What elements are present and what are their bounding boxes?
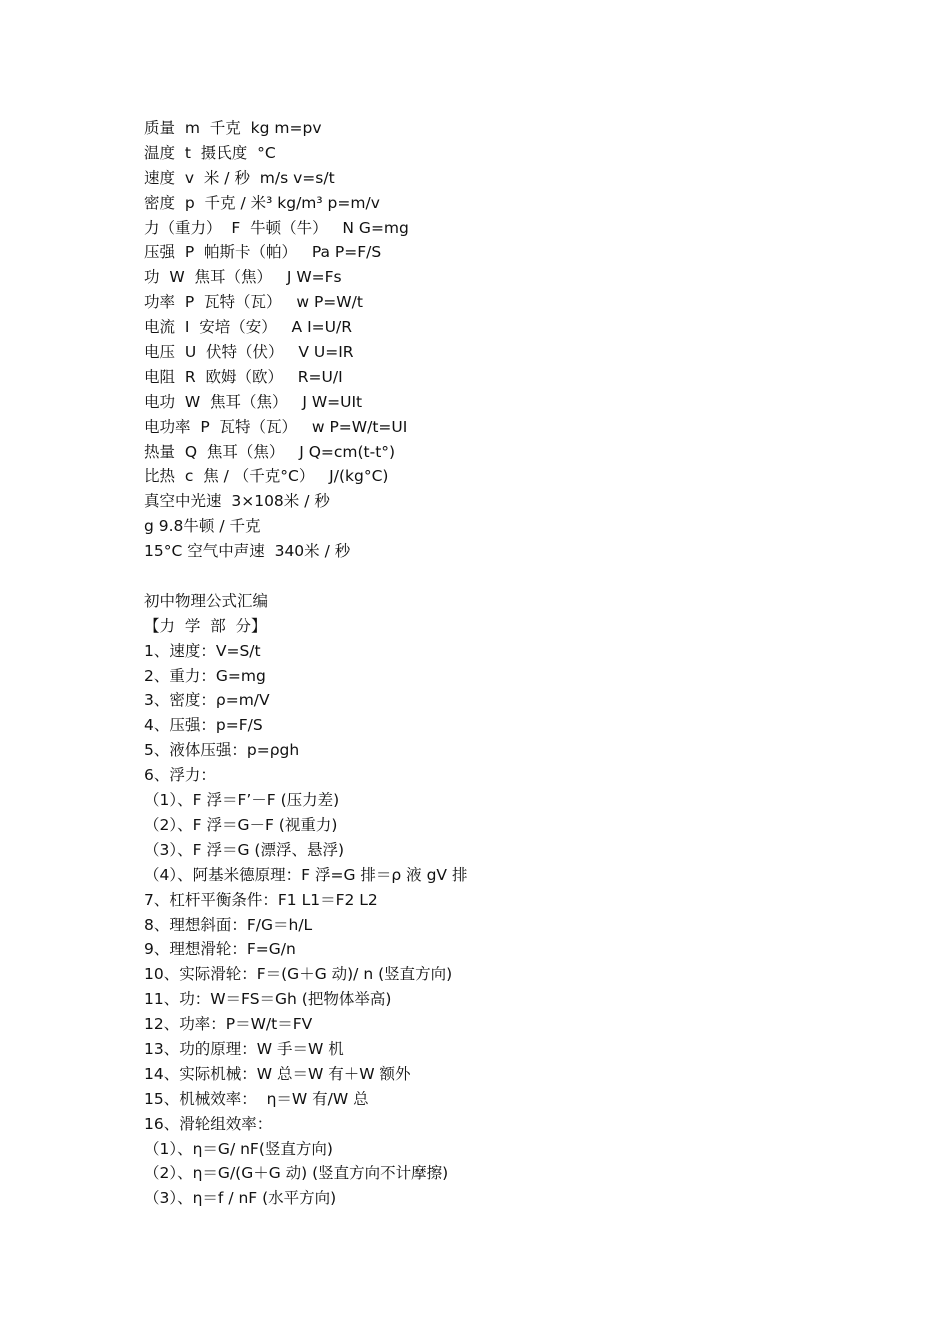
unit-row-power: 功率 P 瓦特（瓦） w P=W/t: [144, 293, 363, 312]
formula-item: 3、密度：ρ=m/V: [144, 691, 270, 710]
unit-row-speed: 速度 v 米 / 秒 m/s v=s/t: [144, 168, 335, 187]
formula-item: 11、功：W＝FS＝Gh (把物体举高): [144, 990, 392, 1009]
unit-row-mass: 质量 m 千克 kg m=pv: [144, 119, 322, 137]
unit-row-sound-speed: 15°C 空气中声速 340米 / 秒: [144, 542, 351, 561]
formula-subitem: （1）、F 浮＝F’－F (压力差): [144, 791, 340, 810]
formula-item: 4、压强：p=F/S: [144, 716, 263, 735]
unit-row-voltage: 电压 U 伏特（伏） V U=IR: [144, 343, 354, 362]
unit-row-heat: 热量 Q 焦耳（焦） J Q=cm(t-t°): [144, 442, 396, 461]
unit-row-specific-heat: 比热 c 焦 / （千克°C） J/(kg°C): [144, 467, 389, 486]
formula-item: 10、实际滑轮：F＝(G＋G 动)/ n (竖直方向): [144, 965, 453, 984]
formula-subitem: （4）、阿基米德原理：F 浮=G 排＝ρ 液 gV 排: [144, 865, 468, 884]
formula-item: 5、液体压强：p=ρgh: [144, 741, 300, 760]
unit-row-gravity-constant: g 9.8牛顿 / 千克: [144, 517, 261, 536]
formula-subitem: （1）、η＝G/ nF(竖直方向): [144, 1139, 333, 1158]
formula-item: 14、实际机械：W 总＝W 有＋W 额外: [144, 1064, 411, 1083]
unit-row-light-speed: 真空中光速 3×108米 / 秒: [144, 492, 330, 511]
document-content: [144, 116, 904, 1211]
unit-row-density: 密度 p 千克 / 米³ kg/m³ p=m/v: [144, 193, 380, 212]
formula-item: 13、功的原理：W 手＝W 机: [144, 1039, 344, 1058]
formula-item: 8、理想斜面：F/G＝h/L: [144, 915, 313, 934]
unit-row-resistance: 电阻 R 欧姆（欧） R=U/I: [144, 367, 343, 386]
formula-item: 12、功率：P＝W/t＝FV: [144, 1015, 313, 1034]
unit-row-pressure: 压强 P 帕斯卡（帕） Pa P=F/S: [144, 243, 382, 262]
unit-row-work: 功 W 焦耳（焦） J W=Fs: [144, 268, 342, 287]
formula-subitem: （2）、η＝G/(G＋G 动) (竖直方向不计摩擦): [144, 1164, 449, 1183]
formula-subitem: （3）、F 浮＝G (漂浮、悬浮): [144, 840, 344, 859]
formula-item: 7、杠杆平衡条件：F1 L1＝F2 L2: [144, 890, 378, 909]
formula-item: 16、滑轮组效率：: [144, 1114, 273, 1133]
formula-item: 9、理想滑轮：F=G/n: [144, 940, 296, 959]
formula-section: [144, 589, 904, 1211]
units-table: [144, 116, 904, 564]
unit-row-electric-power: 电功率 P 瓦特（瓦） w P=W/t=UI: [144, 417, 408, 436]
formula-subitem: （3）、η＝f / nF (水平方向): [144, 1189, 337, 1208]
unit-row-current: 电流 I 安培（安） A I=U/R: [144, 318, 352, 337]
formula-subitem: （2）、F 浮＝G－F (视重力): [144, 815, 338, 834]
unit-row-force: 力（重力） F 牛顿（牛） N G=mg: [144, 218, 409, 237]
unit-row-temperature: 温度 t 摄氏度 °C: [144, 143, 276, 162]
section-heading: 【力 学 部 分】: [144, 616, 267, 635]
formula-item: 6、浮力：: [144, 766, 216, 785]
unit-row-electric-work: 电功 W 焦耳（焦） J W=UIt: [144, 392, 363, 411]
formula-item: 1、速度：V=S/t: [144, 641, 261, 660]
formula-title: 初中物理公式汇编: [144, 591, 269, 610]
section-spacer: [144, 564, 904, 589]
formula-item: 2、重力：G=mg: [144, 666, 266, 685]
formula-item: 15、机械效率： η＝W 有/W 总: [144, 1089, 369, 1108]
